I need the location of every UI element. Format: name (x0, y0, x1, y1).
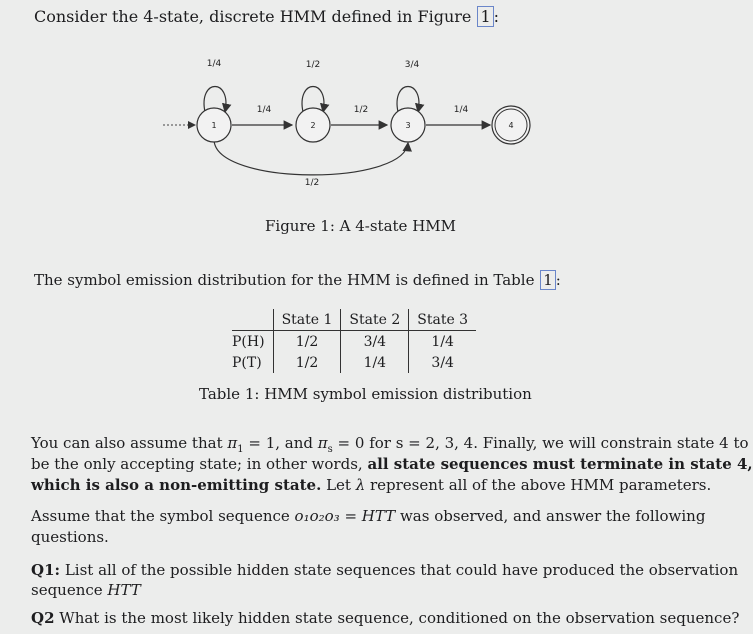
para2-line-2: questions. (31, 528, 109, 546)
transition-label-1-2: 1/4 (256, 105, 272, 115)
table-row (232, 331, 476, 353)
question-2-text: What is the most likely hidden state sequence, conditioned on the observation sequence? (54, 609, 740, 627)
para1-text: be the only accepting state; in other words, (31, 455, 368, 473)
table-header-state-2: State 2 (341, 309, 409, 331)
pi-subscript: s (327, 444, 333, 455)
table-cell: 1/2 (273, 352, 341, 373)
self-loop-label-3: 3/4 (404, 60, 420, 70)
observation-symbols: o₁o₂o₃ (294, 507, 340, 525)
table-row (232, 352, 476, 373)
table-header-state-1: State 1 (273, 309, 341, 331)
intro-colon: : (493, 7, 500, 26)
lambda-symbol: λ (355, 476, 366, 494)
emission-intro-text: The symbol emission distribution for the HMM is defined in Table (34, 271, 535, 289)
observation-sequence: HTT (107, 581, 141, 599)
pi-subscript: 1 (237, 444, 244, 455)
question-1-text: sequence (31, 581, 108, 599)
para1-text: Let (321, 476, 356, 494)
transition-label-2-3: 1/2 (353, 105, 369, 115)
table-header-row (232, 309, 476, 331)
question-1-line-1 (31, 561, 738, 579)
question-1-line-2 (31, 581, 141, 599)
para2-line-1 (31, 507, 705, 525)
table-cell: 3/4 (341, 331, 409, 353)
question-2-label: Q2 (31, 609, 55, 627)
table-row-label: P(H) (232, 331, 273, 353)
intro-line (34, 8, 499, 26)
table-cell: 1/4 (341, 352, 409, 373)
para2-text: was observed, and answer the following (395, 507, 706, 525)
para1-bold-text: all state sequences must terminate in state 4, (367, 455, 753, 473)
transition-label-1-3: 1/2 (304, 178, 320, 188)
emission-intro-line (34, 271, 561, 289)
para1-line-3 (31, 476, 711, 494)
figure-caption: Figure 1: A 4-state HMM (265, 217, 457, 235)
state-4-label: 4 (508, 121, 514, 130)
figure-reference-link[interactable]: 1 (477, 6, 493, 27)
table-header-state-3: State 3 (409, 309, 476, 331)
pi-symbol: π (317, 434, 328, 452)
table-caption: Table 1: HMM symbol emission distribution (199, 385, 532, 403)
table-cell: 1/4 (431, 333, 454, 350)
state-2-label: 2 (310, 121, 316, 130)
state-3-label: 3 (405, 121, 411, 130)
question-1-text: List all of the possible hidden state sequences that could have produced the observation (60, 561, 739, 579)
para1-text: You can also assume that (31, 434, 228, 452)
table-corner-cell (232, 309, 273, 331)
emission-intro-colon: : (555, 271, 561, 289)
hmm-state-diagram (0, 40, 700, 240)
para2-text: = (339, 507, 362, 525)
question-2-line (31, 609, 739, 627)
self-loop-label-1: 1/4 (206, 59, 222, 69)
para1-text: represent all of the above HMM parameters. (365, 476, 712, 494)
para2-text: Assume that the symbol sequence (31, 507, 295, 525)
para1-text: = 1, and (243, 434, 318, 452)
emission-table (232, 309, 476, 373)
para1-text: = 0 for s = 2, 3, 4. Finally, we will constrain state 4 to (332, 434, 749, 452)
para1-bold-text: which is also a non-emitting state. (31, 476, 322, 494)
question-1-label: Q1: (31, 561, 61, 579)
table-row-label: P(T) (232, 352, 273, 373)
state-1-label: 1 (211, 121, 217, 130)
table-reference-link[interactable]: 1 (540, 270, 556, 290)
table-cell: 1/2 (273, 331, 341, 353)
para1-line-2 (31, 455, 753, 473)
pi-symbol: π (227, 434, 238, 452)
table-cell: 3/4 (431, 354, 454, 371)
self-loop-label-2: 1/2 (305, 60, 321, 70)
observation-sequence: HTT (361, 507, 396, 525)
transition-label-3-4: 1/4 (453, 105, 469, 115)
transition-1-3 (214, 140, 408, 175)
intro-text: Consider the 4-state, discrete HMM defined in Figure (34, 7, 472, 26)
